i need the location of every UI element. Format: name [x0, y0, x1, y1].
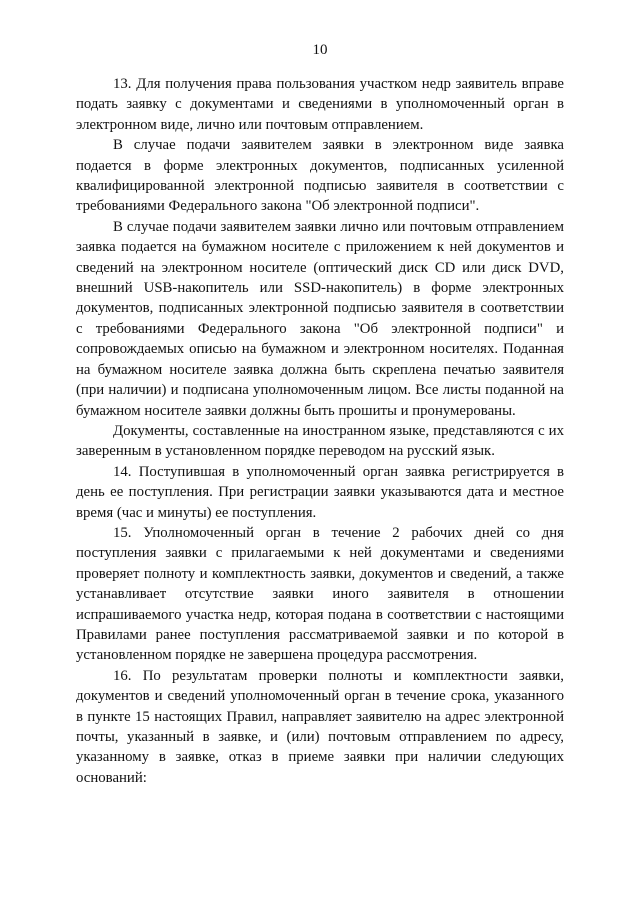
document-body [76, 74, 564, 788]
paragraph-foreign-language: Документы, составленные на иностранном языке, представляются с их заверенным в установленном порядке переводом на русский язык. [76, 422, 564, 460]
page-number: 10 [312, 42, 328, 58]
paragraph-electronic-submission: В случае подачи заявителем заявки в электронном виде заявка подается в форме электронных документов, подписанных усиленной квалифицированной электронной подписью заявителя в соответствии с требованиями Федерального закона "Об электронной подписи". [76, 137, 564, 215]
paragraph-16: 16. По результатам проверки полноты и комплектности заявки, документов и сведений уполномоченный орган в течение срока, указанного в пункте 15 настоящих Правил, направляет заявителю на адрес электронной почты, указанный в заявке, и (или) почтовым отправлением по адресу, указанному в заявке, отказ в приеме заявки при наличии следующих оснований: [76, 667, 564, 786]
paragraph-15: 15. Уполномоченный орган в течение 2 рабочих дней со дня поступления заявки с прилагаемыми к ней документами и сведениями проверяет полноту и комплектность заявки, документов и сведений, а также устанавливает отсутствие заявки иного заявителя в отношении испрашиваемого участка недр, которая подана в соответствии с настоящими Правилами ранее поступления рассматриваемой заявки и по которой в установленном порядке не завершена процедура рассмотрения. [76, 524, 564, 664]
paragraph-14: 14. Поступившая в уполномоченный орган заявка регистрируется в день ее поступления. При регистрации заявки указываются дата и местное время (час и минуты) ее поступления. [76, 463, 564, 521]
paragraph-13: 13. Для получения права пользования участком недр заявитель вправе подать заявку с документами и сведениями в уполномоченный орган в электронном виде, лично или почтовым отправлением. [76, 76, 564, 133]
paragraph-paper-submission: В случае подачи заявителем заявки лично или почтовым отправлением заявка подается на бумажном носителе с приложением к ней документов и сведений на электронном носителе (оптический диск CD или диск DVD, внешний USB-накопитель или SSD-накопитель) в форме электронных документов, подписанных электронной подписью заявителя в соответствии с требованиями Федерального закона "Об электронной подписи" и сопровождаемых описью на бумажном и электронном носителях. Поданная на бумажном носителе заявка должна быть скреплена печатью заявителя (при наличии) и подписана уполномоченным лицом. Все листы поданной на бумажном носителе заявки должны быть прошиты и пронумерованы. [76, 218, 564, 419]
